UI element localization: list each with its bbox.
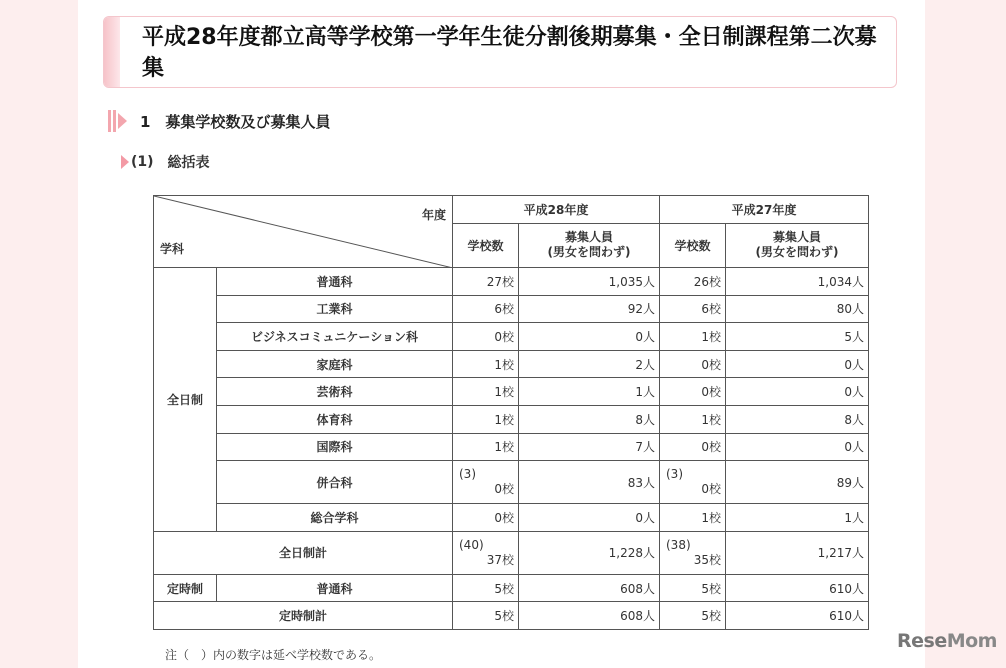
dept-name: 全日制計 — [154, 531, 453, 574]
schools-h28: 1校 — [453, 350, 519, 378]
table-row — [154, 504, 869, 532]
quota-h27: 89人 — [726, 461, 869, 504]
corner-dept-label: 学科 — [160, 242, 185, 256]
quota-h28: 608人 — [519, 602, 660, 630]
schools-h27: 0校 — [660, 350, 726, 378]
col-schools-h28: 学校数 — [453, 223, 519, 267]
table-row — [154, 433, 869, 461]
corner-cell — [154, 196, 453, 268]
schools-h28: 1校 — [453, 378, 519, 406]
schools-h27: 5校 — [660, 574, 726, 602]
quota-h28: 1,035人 — [519, 268, 660, 296]
table-row — [154, 405, 869, 433]
dept-name: 併合科 — [217, 461, 453, 504]
dept-name: ビジネスコミュニケーション科 — [217, 323, 453, 351]
schools-h27: 6校 — [660, 295, 726, 323]
dept-name: 総合学科 — [217, 504, 453, 532]
footnote: 注（ ）内の数字は延べ学校数である。 — [165, 648, 382, 662]
quota-h27: 1人 — [726, 504, 869, 532]
dept-name: 工業科 — [217, 295, 453, 323]
col-quota-h27: 募集人員 (男女を問わず) — [726, 223, 869, 267]
diagonal-line — [154, 196, 453, 268]
dept-name: 芸術科 — [217, 378, 453, 406]
quota-h27: 8人 — [726, 405, 869, 433]
quota-h27: 80人 — [726, 295, 869, 323]
subsection-number: (1) — [131, 154, 154, 170]
right-margin — [925, 0, 1006, 668]
left-margin — [0, 0, 78, 668]
quota-h27: 610人 — [726, 602, 869, 630]
schools-h28: (3) 0校 — [453, 461, 519, 504]
corner-year-label: 年度 — [421, 208, 446, 222]
col-quota-h28: 募集人員 (男女を問わず) — [519, 223, 660, 267]
schools-h28: 27校 — [453, 268, 519, 296]
schools-h28: 5校 — [453, 574, 519, 602]
table-row — [154, 602, 869, 630]
summary-table — [153, 195, 869, 630]
header-row — [154, 196, 869, 224]
schools-h28: 1校 — [453, 405, 519, 433]
table-row — [154, 461, 869, 504]
section-marker-icon — [108, 110, 128, 132]
schools-h28: 0校 — [453, 323, 519, 351]
title-box — [103, 16, 897, 88]
quota-h27: 1,034人 — [726, 268, 869, 296]
schools-h27: 26校 — [660, 268, 726, 296]
dept-name: 定時制計 — [154, 602, 453, 630]
schools-h27: 0校 — [660, 378, 726, 406]
quota-h28: 92人 — [519, 295, 660, 323]
teiji-label: 定時制 — [154, 574, 217, 602]
quota-h27: 610人 — [726, 574, 869, 602]
schools-h27: 0校 — [660, 433, 726, 461]
col-schools-h27: 学校数 — [660, 223, 726, 267]
table-row — [154, 268, 869, 296]
year-header-h27: 平成27年度 — [660, 196, 869, 224]
subsection-text: 総括表 — [167, 155, 210, 171]
quota-h28: 7人 — [519, 433, 660, 461]
quota-h28: 0人 — [519, 504, 660, 532]
schools-h27: 1校 — [660, 405, 726, 433]
resemom-logo: ReseMom — [897, 630, 997, 652]
table-row — [154, 574, 869, 602]
zennichi-label: 全日制 — [154, 268, 217, 532]
quota-h27: 1,217人 — [726, 531, 869, 574]
dept-name: 国際科 — [217, 433, 453, 461]
quota-h28: 2人 — [519, 350, 660, 378]
year-header-h28: 平成28年度 — [453, 196, 660, 224]
table-row — [154, 323, 869, 351]
table-row — [154, 295, 869, 323]
triangle-marker-icon — [121, 155, 129, 169]
quota-h27: 0人 — [726, 433, 869, 461]
schools-h27: 1校 — [660, 504, 726, 532]
schools-h27: (38) 35校 — [660, 531, 726, 574]
page-title: 平成28年度都立高等学校第一学年生徒分割後期募集・全日制課程第二次募集 — [142, 25, 877, 81]
quota-h28: 1,228人 — [519, 531, 660, 574]
quota-h28: 8人 — [519, 405, 660, 433]
schools-h28: 5校 — [453, 602, 519, 630]
quota-h27: 0人 — [726, 350, 869, 378]
schools-h28: 6校 — [453, 295, 519, 323]
section-heading — [108, 110, 330, 132]
quota-h27: 0人 — [726, 378, 869, 406]
dept-name: 普通科 — [217, 574, 453, 602]
schools-h28: 1校 — [453, 433, 519, 461]
quota-h28: 608人 — [519, 574, 660, 602]
quota-h28: 83人 — [519, 461, 660, 504]
table-row — [154, 531, 869, 574]
section-heading-text: 1 募集学校数及び募集人員 — [140, 112, 331, 131]
schools-h27: 5校 — [660, 602, 726, 630]
quota-h28: 1人 — [519, 378, 660, 406]
title-accent-bar — [104, 17, 120, 87]
table-row — [154, 378, 869, 406]
table-row — [154, 350, 869, 378]
dept-name: 家庭科 — [217, 350, 453, 378]
schools-h27: (3) 0校 — [660, 461, 726, 504]
schools-h28: 0校 — [453, 504, 519, 532]
subsection-heading — [121, 152, 210, 172]
quota-h27: 5人 — [726, 323, 869, 351]
dept-name: 体育科 — [217, 405, 453, 433]
schools-h28: (40) 37校 — [453, 531, 519, 574]
dept-name: 普通科 — [217, 268, 453, 296]
quota-h28: 0人 — [519, 323, 660, 351]
schools-h27: 1校 — [660, 323, 726, 351]
